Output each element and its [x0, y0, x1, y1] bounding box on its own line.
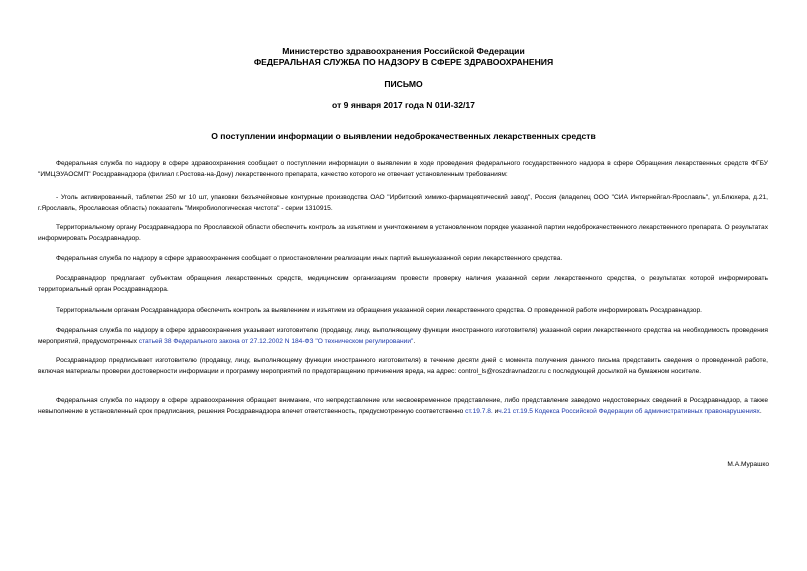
- article-19-7-8-link[interactable]: ст.19.7.8.: [465, 407, 493, 415]
- paragraph-9: [38, 396, 768, 418]
- paragraph-2: - Уголь активированный, таблетки 250 мг 10 шт, упаковки безъячейковые контурные производства ОАО "Ирбитский химико-фармацевтический завод", Россия (владелец ООО "СИА Интернейгал-Ярославль", ул.Блюхера, д.21, г.Ярославль, Ярославская область) показатель "Микробиологическая чистота" - серии 1310915.: [38, 194, 768, 212]
- coap-code-link[interactable]: ч.21 ст.19.5 Кодекса Российской Федерации об административных правонарушениях: [498, 407, 760, 415]
- paragraph-6: Территориальным органам Росздравнадзора обеспечить контроль за выявлением и изъятием из обращения указанной серии лекарственного средства. О проведенной работе информировать Росздравнадзор.: [56, 307, 702, 314]
- signature: М.А.Мурашко: [727, 461, 769, 468]
- document-subject: О поступлении информации о выявлении недоброкачественных лекарственных средств: [211, 131, 596, 141]
- federal-law-link[interactable]: статьей 38 Федерального закона от 27.12.2002 N 184-ФЗ "О техническом регулировании": [138, 337, 414, 345]
- paragraph-1: Федеральная служба по надзору в сфере здравоохранения сообщает о поступлении информации о выявлении в ходе проведения федерального государственного надзора в сфере Обращения лекарственных средств ФГБУ "ИМЦЭУАОСМП" Росздравнадзора (филиал г.Ростова-на-Дону) лекарственного препарата, качество которого не отвечает установленным требованиям:: [38, 160, 768, 178]
- paragraph-9-end: .: [759, 407, 762, 415]
- paragraph-5: Росздравнадзор предлагает субъектам обращения лекарственных средств, медицинским организациям провести проверку наличия указанной серии лекарственного средства, о результатах которой информировать территориальный орган Росздравнадзора.: [38, 275, 768, 293]
- service-title: ФЕДЕРАЛЬНАЯ СЛУЖБА ПО НАДЗОРУ В СФЕРЕ ЗДРАВООХРАНЕНИЯ: [253, 57, 554, 67]
- paragraph-9-mid: и: [492, 407, 499, 415]
- paragraph-3: Территориальному органу Росздравнадзора по Ярославской области обеспечить контроль за изъятием и уничтожением в установленном порядке указанной партии недоброкачественного лекарственного препарата. О результатах информировать Росздравнадзор.: [38, 224, 768, 242]
- document-date-number: от 9 января 2017 года N 01И-32/17: [332, 100, 475, 110]
- paragraph-7: [38, 326, 768, 348]
- paragraph-7-text: Федеральная служба по надзору в сфере здравоохранения указывает изготовителю (продавцу, лицу, выполняющему функции иностранного изготовителя) указанной серии лекарственного средства на необходимость проведения мероприятий, предусмотренных: [38, 327, 768, 345]
- paragraph-8: Росздравнадзор предписывает изготовителю (продавцу, лицу, выполняющему функции иностранного изготовителя) в течение десяти дней с момента получения данного письма представить сведения о проведенной работе, включая материалы проверки достоверности информации и программу мероприятий по предотвращению причинения вреда, на адрес: control_ls@roszdravnadzor.ru с последующей досылкой на бумажном носителе.: [38, 357, 768, 375]
- ministry-title: Министерство здравоохранения Российской Федерации: [282, 46, 525, 56]
- document-type: ПИСЬМО: [384, 79, 423, 89]
- document-body: [38, 159, 768, 459]
- paragraph-7-end: .: [413, 337, 416, 345]
- paragraph-9-text: Федеральная служба по надзору в сфере здравоохранения обращает внимание, что непредставление или несвоевременное представление, либо представление заведомо недостоверных сведений в Росздравнадзор, а также невыполнение в установленный срок предписания, решения Росздравнадзора влечет ответственность, предусмотренную соответственно: [38, 397, 768, 415]
- paragraph-4: Федеральная служба по надзору в сфере здравоохранения сообщает о приостановлении реализации иных партий вышеуказанной серии лекарственного средства.: [56, 255, 563, 262]
